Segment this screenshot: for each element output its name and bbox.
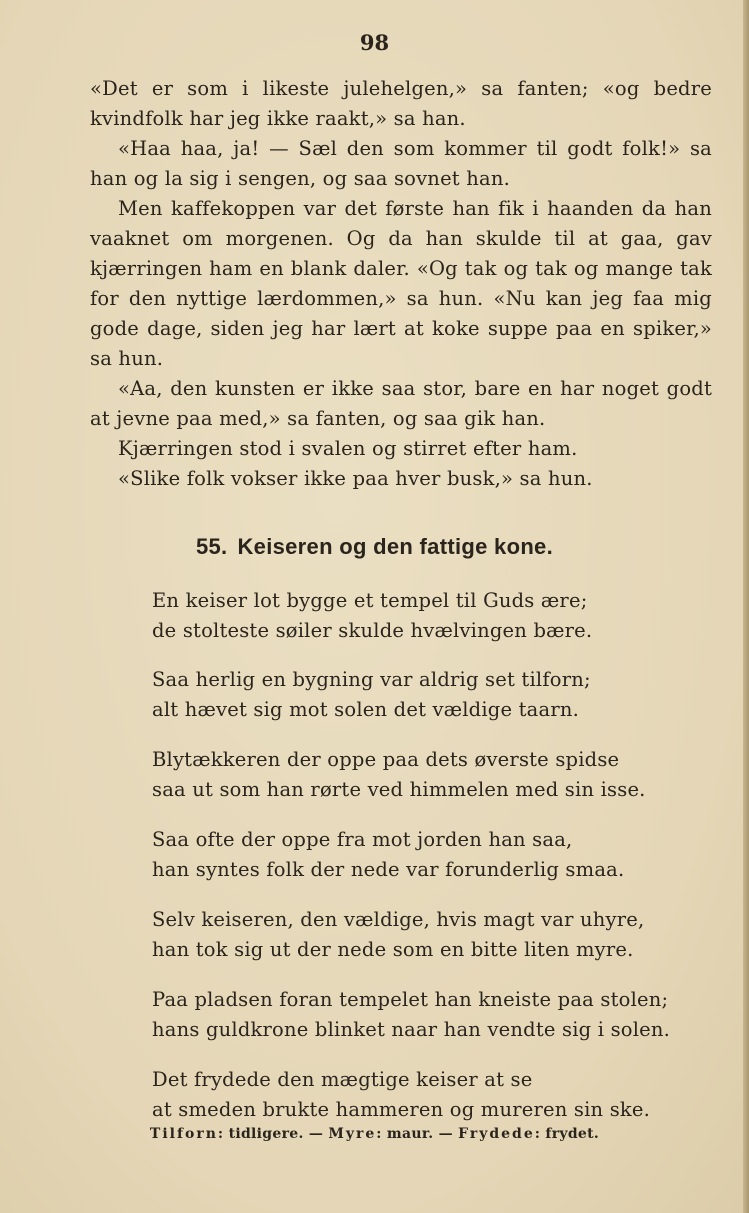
- page-edge: [743, 0, 749, 1213]
- verse-line: hans guldkrone blinket naar han vendte sig i solen.: [152, 1018, 671, 1041]
- footnote-gloss: frydet.: [545, 1126, 600, 1142]
- page-number: 98: [359, 30, 390, 55]
- stanza: [152, 985, 692, 1045]
- verse-line: Det frydede den mægtige keiser at se: [152, 1068, 533, 1091]
- verse-line: Paa pladsen foran tempelet han kneiste paa stolen;: [152, 988, 669, 1011]
- paragraph: «Aa, den kunsten er ikke saa stor, bare en har noget godt at jevne paa med,» sa fanten, og saa gik han.: [90, 377, 712, 430]
- paragraph: Men kaffekoppen var det første han fik i haanden da han vaaknet om morgenen. Og da han skulde til at gaa, gav kjærringen ham en blank daler. «Og tak og tak og mange tak for den nyttige lærdommen,» sa hun. «Nu kan jeg faa mig gode dage, siden jeg har lært at koke suppe paa en spiker,» sa hun.: [90, 197, 712, 370]
- footnote-separator: —: [308, 1126, 324, 1142]
- poem-heading: [0, 534, 749, 560]
- verse-line: han syntes folk der nede var forunderlig smaa.: [152, 858, 625, 881]
- poem-title: Keiseren og den fattige kone.: [237, 534, 554, 559]
- verse-line: saa ut som han rørte ved himmelen med sin isse.: [152, 778, 646, 801]
- verse-line: alt hævet sig mot solen det vældige taarn.: [152, 698, 579, 721]
- stanza: [152, 586, 692, 646]
- footnote-term: Myre: [328, 1126, 377, 1142]
- verse-line: Saa herlig en bygning var aldrig set tilforn;: [152, 668, 591, 691]
- verse-line: En keiser lot bygge et tempel til Guds ære;: [152, 589, 588, 612]
- footnote: Tilforn: tidligere. — Myre: maur. — Frydede: frydet.: [149, 1126, 600, 1142]
- verse-line: Blytækkeren der oppe paa dets øverste spidse: [152, 748, 620, 771]
- paragraph: «Det er som i likeste julehelgen,» sa fanten; «og bedre kvindfolk har jeg ikke raakt,» sa han.: [90, 77, 712, 130]
- paragraph: «Haa haa, ja! — Sæl den som kommer til godt folk!» sa han og la sig i sengen, og saa sovnet han.: [90, 137, 712, 190]
- stanza: [152, 1065, 692, 1125]
- footnote-gloss: maur.: [386, 1126, 434, 1142]
- stanza: [152, 745, 692, 805]
- verse-line: Saa ofte der oppe fra mot jorden han saa,: [152, 828, 573, 851]
- stanza: [152, 665, 692, 725]
- footnote-separator: —: [438, 1126, 453, 1142]
- poem-number: 55.: [195, 534, 228, 559]
- verse-line: de stolteste søiler skulde hvælvingen bære.: [152, 619, 593, 642]
- verse-line: Selv keiseren, den vældige, hvis magt var uhyre,: [152, 908, 645, 931]
- footnote-gloss: tidligere.: [228, 1126, 304, 1142]
- footnote-term: Frydede: [458, 1126, 535, 1142]
- paragraph: Kjærringen stod i svalen og stirret efter ham.: [118, 437, 578, 460]
- paragraph: «Slike folk vokser ikke paa hver busk,» sa hun.: [118, 467, 593, 490]
- stanza: [152, 905, 692, 965]
- footnote-term: Tilforn: [149, 1126, 218, 1142]
- verse-line: at smeden brukte hammeren og mureren sin ske.: [152, 1098, 651, 1121]
- stanza: [152, 825, 692, 885]
- verse-line: han tok sig ut der nede som en bitte liten myre.: [152, 938, 634, 961]
- prose-text: [90, 74, 712, 494]
